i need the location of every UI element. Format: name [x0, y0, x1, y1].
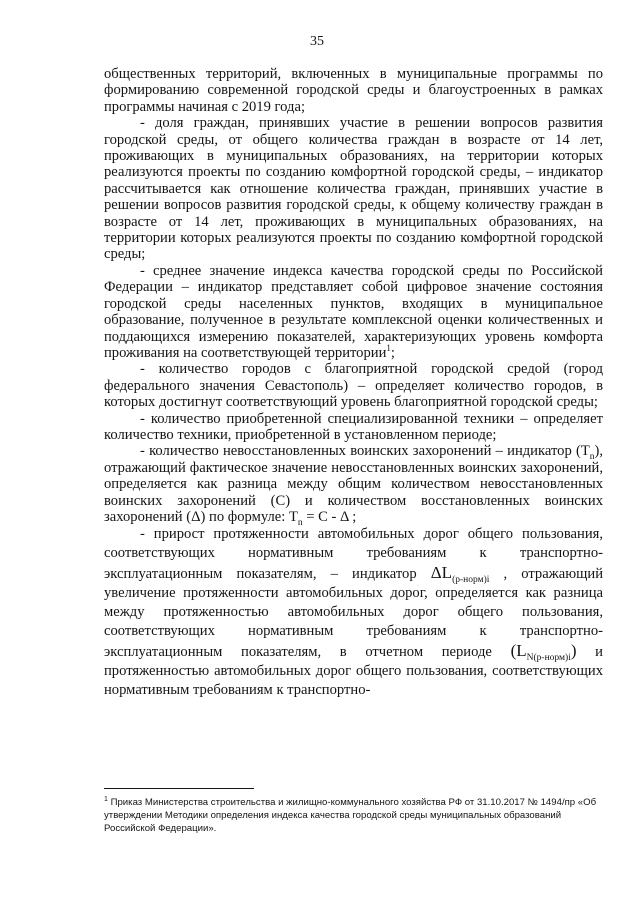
paragraph-text: ), отражающий фактическое значение невосстановленных воинских захоронений, определяется как разница между общим количеством невосстановленных воинских захоронений (С) и количеством восстановленных воинских захоронений (	[104, 443, 603, 525]
paragraph-text: - среднее значение индекса качества городской среды по Российской Федерации – индикатор представляет собой цифровое значение состояния городской среды населенных пунктов, входящих в муниципальное образование, полученное в результате комплексной оценки количественных и поддающихся измерению показателей, характеризующих уровень комфорта проживания на соответствующей территории	[104, 262, 603, 361]
formula-l-symbol: L	[516, 641, 527, 661]
formula-text: = С - Δ ;	[302, 508, 357, 525]
formula-paren-close: )	[570, 641, 577, 661]
paragraph-text: - прирост протяженности автомобильных дорог общего пользования, соответствующих нормативным требованиям к транспортно-эксплуатационным показателям, – индикатор	[104, 526, 603, 583]
paragraph-citizen-share: - доля граждан, принявших участие в решении вопросов развития городской среды, от общего количества граждан в возрасте от 14 лет, проживающих в муниципальных образованиях, на территории которых реализуются проекты по созданию комфортной городской среды, – индикатор рассчитывается как отношение количества граждан, принявших участие в решении вопросов развития городской среды, к общему количеству граждан в возрасте от 14 лет, проживающих в муниципальных образованиях, на территории которых реализуются проекты по созданию комфортной городской среды;	[104, 115, 603, 263]
paragraph-text: , отражающий увеличение протяженности автомобильных дорог, определяется как разница между протяженностью автомобильных дорог общего пользования, соответствующих нормативным требованиям к транспортно-эксплуатационным показателям, в отчетном периоде	[104, 566, 604, 661]
paragraph-continuation: общественных территорий, включенных в муниципальные программы по формированию современной городской среды и благоустроенных в рамках программы начиная с 2019 года;	[104, 66, 603, 115]
formula-paren-open: (	[510, 641, 517, 661]
formula-delta-l: ΔL	[430, 563, 453, 583]
body-text	[104, 66, 603, 700]
formula-subscript: N(р-норм)i	[526, 653, 571, 664]
paragraph-text: - количество невосстановленных воинских захоронений – индикатор (Т	[140, 443, 590, 460]
delta-symbol: Δ	[191, 508, 201, 525]
formula-subscript: (р-норм)i	[452, 575, 490, 586]
formula-subscript: n	[297, 517, 303, 528]
paragraph-war-graves	[104, 443, 603, 528]
footnote	[104, 796, 603, 835]
footnote-text: Приказ Министерства строительства и жилищно-коммунального хозяйства РФ от 31.10.2017 № 1494/пр «Об утверждении Методики определения индекса качества городской среды муниципальных образований Российской Федерации».	[104, 797, 597, 834]
formula-text: ) по формуле: Т	[200, 508, 298, 525]
paragraph-favorable-cities: - количество городов с благоприятной городской средой (город федерального значения Севастополь) – определяет количество городов, в которых достигнут соответствующий уровень благоприятной городской среды;	[104, 361, 603, 411]
paragraph-urban-quality-index	[104, 263, 603, 361]
paragraph-end: ;	[390, 344, 395, 361]
footnote-reference: 1	[386, 343, 391, 354]
formula-subscript: n	[589, 452, 595, 463]
paragraph-road-length	[104, 525, 603, 700]
paragraph-text: и протяженностью автомобильных дорог общего пользования, соответствующих нормативным требованиям к транспортно-	[104, 644, 603, 699]
footnote-separator	[104, 788, 254, 789]
page-number: 35	[310, 34, 324, 49]
footnote-number: 1	[104, 795, 108, 803]
paragraph-special-equipment: - количество приобретенной специализированной техники – определяет количество техники, приобретенной в установленном периоде;	[104, 410, 603, 443]
